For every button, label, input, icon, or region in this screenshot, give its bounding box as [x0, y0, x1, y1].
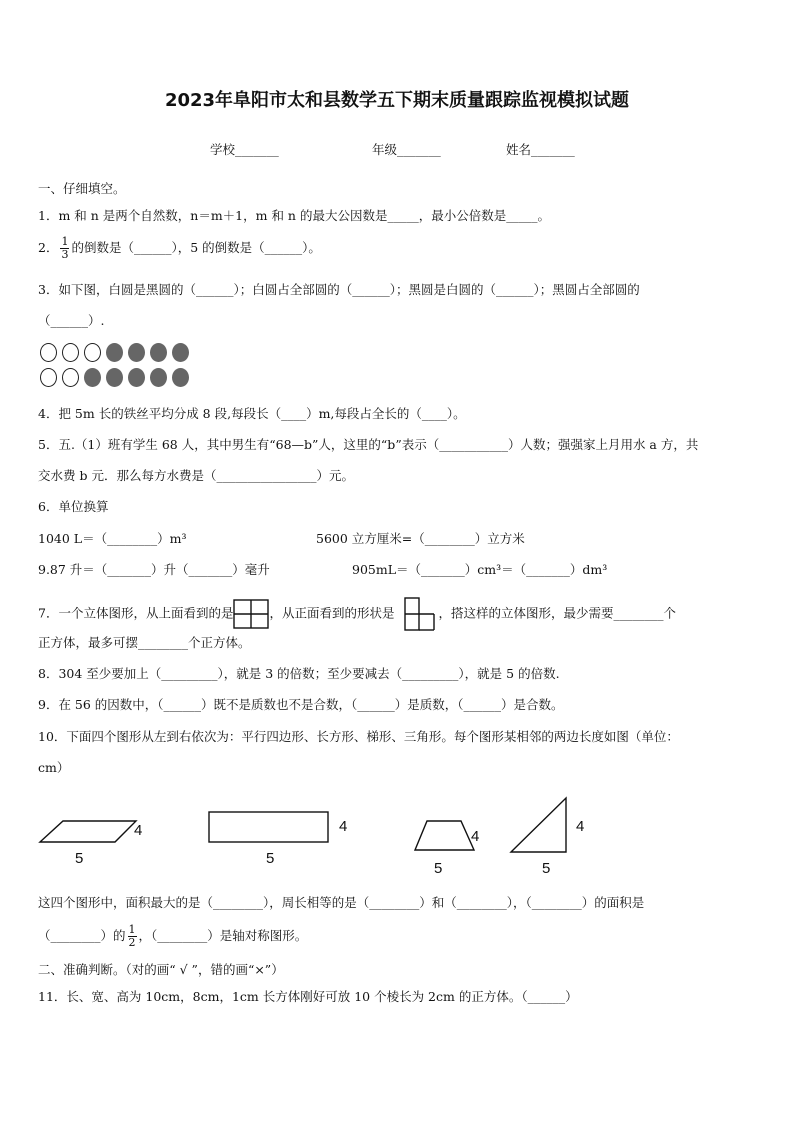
- front-view-grid-icon: [404, 597, 438, 631]
- trapezoid-side-label: 4: [471, 828, 480, 845]
- question-5-line-1: 5．五.（1）班有学生 68 人，其中男生有“68—b”人，这里的“b”表示（___________）人数；强强家上月用水 a 方，共: [38, 437, 699, 452]
- question-2: [38, 236, 321, 261]
- question-6-b: 5600 立方厘米=（________）立方米: [316, 531, 525, 546]
- question-7-text-2: ，从正面看到的形状是: [269, 605, 395, 621]
- parallelogram-base-label: 5: [75, 850, 84, 867]
- black-circle: [106, 368, 123, 387]
- answer-line-2-prefix: （________）的: [38, 928, 126, 943]
- black-circle: [150, 343, 167, 362]
- question-10-answer-line-2: [38, 924, 307, 949]
- black-circle: [128, 368, 145, 387]
- fraction-numerator: 1: [61, 235, 69, 248]
- parallelogram-shape: [40, 821, 136, 842]
- fraction-one-half: [128, 924, 137, 949]
- question-2-number: 2．: [38, 240, 59, 255]
- black-circle: [128, 343, 145, 362]
- top-view-grid-icon: [233, 599, 269, 629]
- question-11: 11．长、宽、高为 10cm，8cm，1cm 长方体刚好可放 10 个棱长为 2cm 的正方体。（______）: [38, 989, 578, 1004]
- parallelogram-side-label: 4: [134, 822, 143, 839]
- section-heading-2: 二、准确判断。（对的画“ √ ”，错的画“×”）: [38, 962, 284, 977]
- black-circle: [84, 368, 101, 387]
- question-7-line-2: 正方体，最多可摆________个正方体。: [38, 635, 251, 650]
- rectangle-side-label: 4: [339, 818, 348, 835]
- answer-line-2-suffix: ，（________）是轴对称图形。: [138, 928, 308, 943]
- page-title: 2023年阜阳市太和县数学五下期末质量跟踪监视模拟试题: [164, 90, 630, 111]
- circle-diagram: [40, 343, 200, 391]
- section-heading-1: 一、仔细填空。: [38, 181, 126, 196]
- black-circle: [172, 343, 189, 362]
- white-circle: [40, 368, 57, 387]
- question-6-a: 1040 L＝（________）m³: [38, 531, 187, 546]
- question-2-text: 的倒数是（______），5 的倒数是（______）。: [71, 240, 321, 255]
- question-10-answer-line-1: 这四个图形中，面积最大的是（________），周长相等的是（________）和（________），（________）的面积是: [38, 895, 645, 910]
- question-7-text-3: ，搭这样的立体图形，最少需要________个: [438, 605, 676, 621]
- black-circle: [172, 368, 189, 387]
- white-circle: [84, 343, 101, 362]
- white-circle: [62, 368, 79, 387]
- question-7-line-1: [38, 597, 676, 631]
- trapezoid-base-label: 5: [434, 860, 443, 877]
- rectangle-base-label: 5: [266, 850, 275, 867]
- question-3-line-2: （______）.: [38, 313, 105, 328]
- rectangle-shape: [209, 812, 328, 842]
- question-9: 9．在 56 的因数中，（______）既不是质数也不是合数，（______）是质数，（______）是合数。: [38, 697, 564, 712]
- triangle-side-label: 4: [576, 818, 585, 835]
- question-8: 8．304 至少要加上（_________），就是 3 的倍数；至少要减去（_________），就是 5 的倍数.: [38, 666, 560, 681]
- black-circle: [106, 343, 123, 362]
- question-4: 4．把 5m 长的铁丝平均分成 8 段,每段长（____）m,每段占全长的（____）。: [38, 406, 466, 421]
- right-triangle-shape: [511, 798, 566, 852]
- question-5-line-2: 交水费 b 元．那么每方水费是（________________）元。: [38, 468, 354, 483]
- question-7-text-1: 7．一个立体图形，从上面看到的是: [38, 605, 234, 621]
- question-10-line-2: cm）: [38, 760, 70, 775]
- question-1: 1．m 和 n 是两个自然数，n＝m＋1，m 和 n 的最大公因数是_____，最小公倍数是_____。: [38, 208, 550, 223]
- question-6: 6．单位换算: [38, 499, 109, 514]
- fraction-one-third: [60, 236, 69, 261]
- black-circle: [150, 368, 167, 387]
- shapes-figure: [30, 790, 610, 885]
- school-field: 学校_______: [210, 142, 279, 157]
- white-circle: [40, 343, 57, 362]
- question-6-d: 905mL＝（_______）cm³＝（_______）dm³: [352, 562, 608, 577]
- question-6-c: 9.87 升＝（_______）升（_______）毫升: [38, 562, 270, 577]
- name-field: 姓名_______: [506, 142, 575, 157]
- fraction-denominator: 3: [61, 248, 69, 261]
- question-10-line-1: 10．下面四个图形从左到右依次为：平行四边形、长方形、梯形、三角形。每个图形某相邻的两边长度如图（单位：: [38, 729, 679, 744]
- white-circle: [62, 343, 79, 362]
- triangle-base-label: 5: [542, 860, 551, 877]
- trapezoid-shape: [415, 821, 474, 850]
- question-3-line-1: 3．如下图，白圆是黑圆的（______）；白圆占全部圆的（______）；黑圆是白圆的（______）；黑圆占全部圆的: [38, 282, 640, 297]
- grade-field: 年级_______: [372, 142, 441, 157]
- fraction-denominator: 2: [128, 936, 136, 949]
- fraction-numerator: 1: [128, 923, 136, 936]
